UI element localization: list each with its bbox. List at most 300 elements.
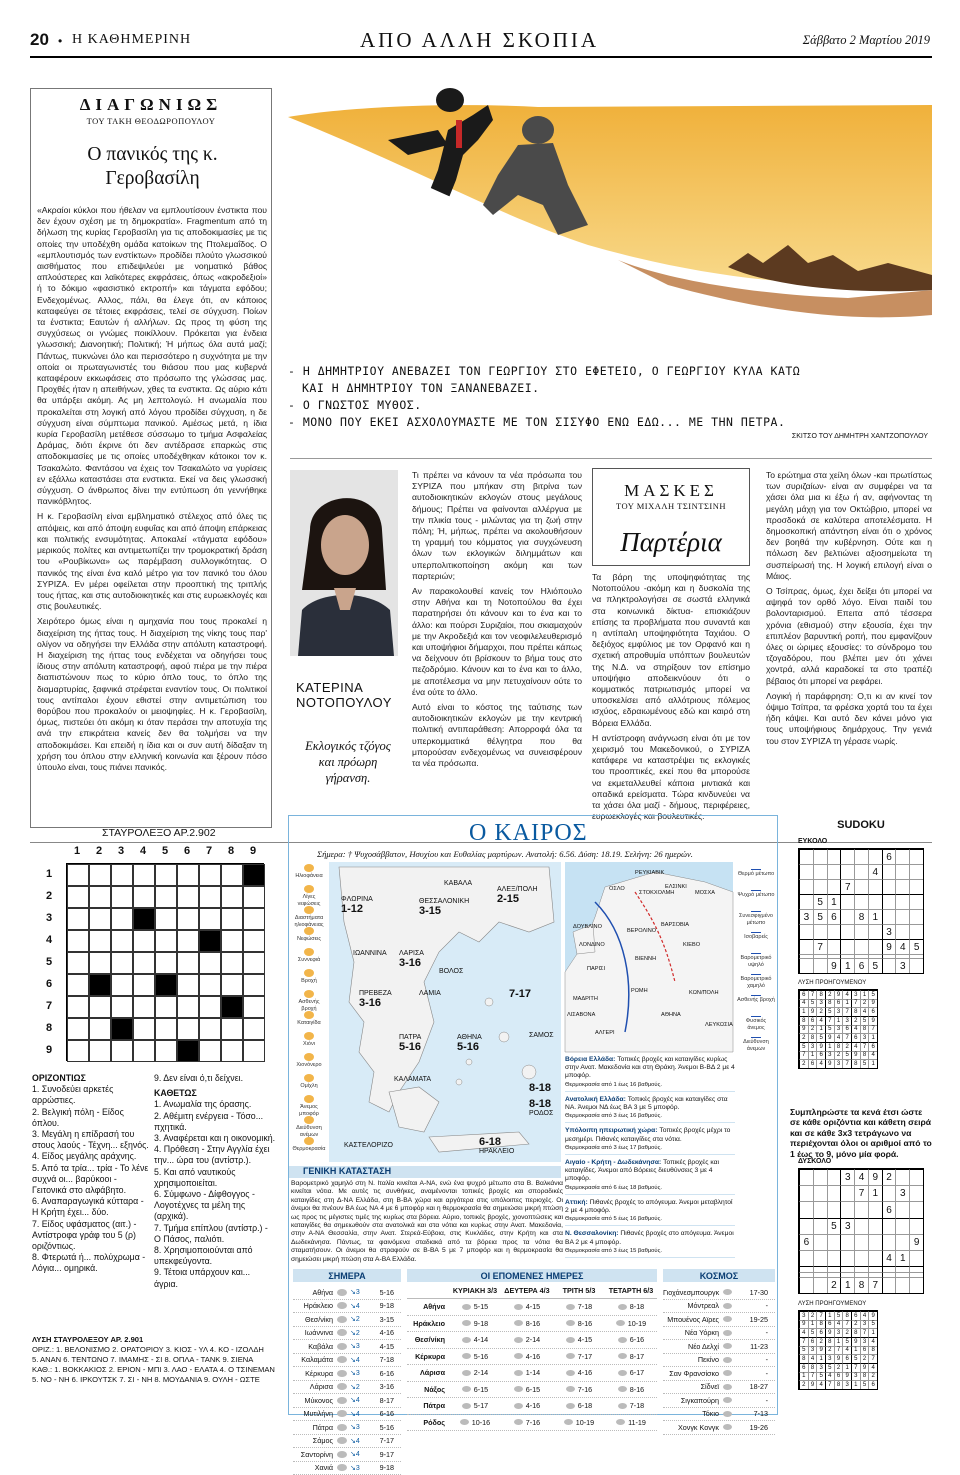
sudoku-cell[interactable]	[868, 894, 882, 909]
sudoku-cell[interactable]	[827, 1201, 841, 1217]
crossword-cell[interactable]	[89, 1040, 111, 1062]
sudoku-cell: 7	[868, 1025, 877, 1034]
hard-label: ΔΥΣΚΟΛΟ	[798, 1158, 831, 1165]
legend-item	[737, 990, 775, 1011]
temperature: 4-15	[578, 1335, 592, 1344]
map-symbol-icon	[751, 864, 761, 870]
crossword-cell[interactable]	[177, 930, 199, 952]
sudoku-cell: 5	[825, 1363, 834, 1372]
sudoku-cell: 4	[816, 1059, 825, 1068]
sudoku-cell: 5	[808, 1328, 817, 1337]
temperature: 4-16	[526, 1352, 540, 1361]
crossword-cell[interactable]	[243, 1018, 265, 1040]
crossword-cell[interactable]	[177, 864, 199, 886]
crossword-row-numbers	[46, 863, 64, 1061]
crossword-cell[interactable]	[243, 1040, 265, 1062]
crossword-cell[interactable]	[177, 908, 199, 930]
sudoku-cell[interactable]	[799, 1169, 813, 1185]
sudoku-cell[interactable]	[909, 1277, 923, 1293]
sudoku-cell[interactable]	[909, 1218, 923, 1234]
sudoku-cell: 3	[834, 1025, 843, 1034]
city-name: Σιγκαπούρη	[663, 1396, 723, 1405]
sudoku-cell[interactable]	[813, 1250, 827, 1266]
crossword-grid[interactable]	[66, 863, 264, 1061]
paragraph: Η κ. Γεροβασίλη είναι εμβληματικό στέλεχος από όλες τις απόψεις, και από άποψη ευφυΐας και από άποψη επάρκειας και πολιτικής ενσυμότητας. Αποκαλεί «τάγματα εφόδου» μερικούς πολίτες και αντιμετωπίζει την τρομοκρατική δράση του «Ρουβίκωνα» ως παρέμβαση συλλογικότητας. Ο πανικός της είναι ένα καλό μέτρο για τον πανικό του όλου ΣΥΡΙΖΑ. Εν μέρει οφείλεται στην προοπτική της τριπλής τους ήττας, και στις αυτοδιοικητικές και στις ευρωεκλογές και στις βουλευτικές.	[37, 511, 267, 612]
sudoku-cell[interactable]	[799, 1277, 813, 1293]
sudoku-cell: 5	[860, 1059, 869, 1068]
day-forecast	[501, 1385, 553, 1394]
sudoku-cell: 8	[860, 1372, 869, 1381]
sudoku-cell[interactable]	[895, 1277, 909, 1293]
map-symbol-icon	[751, 927, 761, 933]
sudoku-cell: 3	[816, 1363, 825, 1372]
sudoku-cell[interactable]	[895, 1218, 909, 1234]
weather-icon	[566, 1320, 575, 1326]
sudoku-cell[interactable]	[909, 894, 923, 909]
page-number: 20	[30, 30, 49, 50]
sudoku-cell[interactable]	[854, 864, 868, 879]
today-table	[293, 1286, 401, 1475]
sudoku-cell[interactable]	[868, 939, 882, 954]
sudoku-cell[interactable]	[895, 1201, 909, 1217]
city-name: Λάρισα	[407, 1368, 449, 1377]
crossword-cell[interactable]	[111, 1040, 133, 1062]
weather-icon	[566, 1403, 575, 1409]
sudoku-cell[interactable]	[882, 1277, 896, 1293]
legend-label: Άνεμος μποφόρ	[291, 1104, 327, 1117]
crossword-cell[interactable]	[221, 1040, 243, 1062]
sudoku-easy-grid[interactable]	[798, 848, 924, 974]
temperature: 7-13	[738, 1409, 768, 1418]
region-text: Τοπικές βροχές και καταιγίδες κυρίως στην Ανατ. Μακεδονία και στη Θράκη. Άνεμοι Β-ΒΔ 2 με 4 μποφόρ.	[565, 1056, 735, 1079]
map-labels	[339, 872, 559, 1162]
region-name: Βόρεια Ελλάδα:	[565, 1056, 617, 1063]
crossword-cell[interactable]	[67, 864, 89, 886]
crossword-cell[interactable]	[221, 952, 243, 974]
europe-city-label: ΕΛΣΙΝΚΙ	[665, 884, 687, 890]
sudoku-cell[interactable]	[813, 1201, 827, 1217]
crossword-cell[interactable]	[221, 864, 243, 886]
crossword-cell[interactable]	[221, 930, 243, 952]
sudoku-cell[interactable]	[813, 864, 827, 879]
crossword-cell[interactable]	[133, 864, 155, 886]
crossword-cell[interactable]	[111, 996, 133, 1018]
sudoku-cell[interactable]	[854, 849, 868, 864]
day-forecast	[449, 1352, 501, 1361]
region-text: Τοπικές βροχές και καταιγίδες στα ΝΑ. Άνεμοι ΝΔ έως ΒΑ 3 με 5 μποφόρ.	[565, 1096, 728, 1111]
crossword-cell[interactable]	[243, 974, 265, 996]
region-forecast	[565, 1056, 735, 1092]
crossword-cell[interactable]	[89, 952, 111, 974]
author-name: ΚΑΤΕΡΙΝΑ ΝΟΤΟΠΟΥΛΟΥ	[296, 680, 396, 710]
sudoku-cell: 3	[895, 958, 909, 973]
crossword-cell[interactable]	[67, 886, 89, 908]
sudoku-cell[interactable]	[882, 909, 896, 924]
city-name: Θεσ/νίκη	[407, 1335, 449, 1344]
crossword-cell[interactable]	[199, 886, 221, 908]
sudoku-cell[interactable]	[895, 909, 909, 924]
column3-body-b	[766, 470, 932, 830]
legend-label: Συνεσφιγμένο μέτωπο	[737, 913, 775, 926]
sudoku-cell[interactable]	[840, 1185, 854, 1201]
city-name: Αθήνα	[407, 1302, 449, 1311]
sudoku-cell[interactable]	[882, 1218, 896, 1234]
crossword-cell[interactable]	[155, 908, 177, 930]
crossword-cell[interactable]	[67, 1040, 89, 1062]
sudoku-cell: 6	[816, 1328, 825, 1337]
sudoku-cell[interactable]	[909, 909, 923, 924]
crossword-cell[interactable]	[243, 886, 265, 908]
crossword-cell[interactable]	[111, 908, 133, 930]
sudoku-cell[interactable]	[882, 1234, 896, 1250]
sudoku-cell[interactable]	[909, 864, 923, 879]
clue: 1. Ανωμαλία της όρασης.	[154, 1099, 276, 1110]
region-name: Αιγαίο - Κρήτη - Δωδεκάνησα:	[565, 1159, 663, 1166]
sudoku-cell[interactable]	[799, 1250, 813, 1266]
region-temp: Θερμοκρασία από 3 έως 17 βαθμούς.	[565, 1144, 735, 1152]
sudoku-cell[interactable]	[827, 1169, 841, 1185]
sudoku-cell[interactable]	[868, 1250, 882, 1266]
sudoku-cell[interactable]	[840, 1234, 854, 1250]
sudoku-cell[interactable]	[882, 879, 896, 894]
sudoku-cell[interactable]	[840, 909, 854, 924]
legend-label: Διεύθυνση ανέμων	[291, 1125, 327, 1138]
crossword-cell[interactable]	[111, 930, 133, 952]
sudoku-cell: 4	[816, 1380, 825, 1389]
temperature: 4-15	[364, 1342, 394, 1351]
sudoku-cell[interactable]	[827, 939, 841, 954]
weather-icon	[462, 1304, 471, 1310]
sudoku-cell: 4	[851, 1025, 860, 1034]
crossword-cell[interactable]	[155, 1040, 177, 1062]
sudoku-cell: 6	[851, 1033, 860, 1042]
row-number: 8	[46, 1017, 64, 1039]
sudoku-cell[interactable]	[909, 849, 923, 864]
crossword-cell[interactable]	[199, 952, 221, 974]
sudoku-cell[interactable]	[909, 879, 923, 894]
crossword-cell[interactable]	[199, 974, 221, 996]
crossword-cell[interactable]	[111, 974, 133, 996]
sudoku-cell: 5	[909, 939, 923, 954]
sudoku-cell[interactable]	[827, 924, 841, 939]
sudoku-cell: 7	[842, 1033, 851, 1042]
temperature: 10-19	[576, 1418, 594, 1427]
sudoku-cell[interactable]	[827, 879, 841, 894]
day-forecast	[449, 1335, 501, 1344]
city-label-lamia: ΛΑΜΙΑ	[419, 990, 441, 997]
sudoku-cell[interactable]	[895, 1169, 909, 1185]
sudoku-cell: 2	[808, 1025, 817, 1034]
sudoku-cell: 7	[842, 1320, 851, 1329]
sudoku-cell[interactable]	[827, 1185, 841, 1201]
today-row	[293, 1448, 401, 1462]
sudoku-cell[interactable]	[813, 924, 827, 939]
crossword-cell[interactable]	[89, 1018, 111, 1040]
sudoku-cell: 9	[868, 1311, 877, 1320]
crossword-cell[interactable]	[155, 996, 177, 1018]
sudoku-cell[interactable]	[868, 849, 882, 864]
crossword-cell[interactable]	[111, 864, 133, 886]
crossword-cell[interactable]	[67, 908, 89, 930]
sudoku-cell[interactable]	[895, 879, 909, 894]
crossword-cell[interactable]	[67, 1018, 89, 1040]
legend-item	[737, 1011, 775, 1032]
sudoku-cell[interactable]	[840, 939, 854, 954]
caption-line: ΚΑΙ Η ΔΗΜΗΤΡΙΟΥ ΤΟΝ ΞΑΝΑΝΕΒΑΖΕΙ.	[288, 380, 928, 397]
sudoku-cell: 8	[860, 1025, 869, 1034]
weather-icon	[566, 1370, 575, 1376]
legend-item	[291, 948, 327, 969]
crossword-cell[interactable]	[177, 952, 199, 974]
sudoku-cell[interactable]	[840, 924, 854, 939]
crossword-cell[interactable]	[89, 996, 111, 1018]
sudoku-cell[interactable]	[854, 939, 868, 954]
today-row	[293, 1286, 401, 1300]
crossword-black-cell	[243, 864, 265, 886]
crossword-cell[interactable]	[243, 930, 265, 952]
sudoku-cell[interactable]	[854, 879, 868, 894]
sudoku-cell[interactable]	[868, 924, 882, 939]
crossword-cell[interactable]	[133, 996, 155, 1018]
crossword-cell[interactable]	[89, 886, 111, 908]
crossword-cell[interactable]	[221, 1018, 243, 1040]
sudoku-cell: 2	[799, 1380, 808, 1389]
sudoku-cell[interactable]	[854, 1234, 868, 1250]
greece-map	[329, 862, 561, 1162]
crossword-cell[interactable]	[67, 974, 89, 996]
crossword-cell[interactable]	[67, 952, 89, 974]
sudoku-cell[interactable]	[813, 1169, 827, 1185]
sudoku-cell[interactable]	[895, 1234, 909, 1250]
sudoku-cell[interactable]	[895, 894, 909, 909]
crossword-cell[interactable]	[155, 886, 177, 908]
legend-item	[291, 864, 327, 885]
crossword-cell[interactable]	[133, 952, 155, 974]
crossword-cell[interactable]	[133, 974, 155, 996]
crossword-cell[interactable]	[155, 930, 177, 952]
bullet-icon: •	[58, 34, 62, 48]
city-name: Γιοχάνεσμπουργκ	[663, 1288, 723, 1297]
weather-symbol-icon	[304, 948, 314, 956]
sudoku-cell[interactable]	[799, 894, 813, 909]
city-name: Πάτρα	[293, 1423, 337, 1432]
sudoku-cell[interactable]	[854, 1250, 868, 1266]
crossword-cell[interactable]	[133, 886, 155, 908]
sudoku-cell: 4	[834, 1033, 843, 1042]
sudoku-cell[interactable]	[799, 1185, 813, 1201]
crossword-cell[interactable]	[133, 930, 155, 952]
temperature: 17-30	[738, 1288, 768, 1297]
weather-icon	[616, 1320, 625, 1326]
crossword-cell[interactable]	[155, 952, 177, 974]
weather-icon	[337, 1343, 347, 1350]
caption-line: - ΜΟΝΟ ΠΟΥ ΕΚΕΙ ΑΣΧΟΛΟΥΜΑΣΤΕ ΜΕ ΤΟΝ ΣΙΣΥΦΟ ΕΝΩ ΕΔΩ... ΜΕ ΤΗΝ ΠΕΤΡΑ.	[288, 414, 928, 431]
sudoku-cell[interactable]	[909, 958, 923, 973]
crossword-cell[interactable]	[243, 952, 265, 974]
crossword-cell[interactable]	[221, 974, 243, 996]
crossword-cell[interactable]	[111, 886, 133, 908]
sudoku-cell[interactable]	[813, 1234, 827, 1250]
crossword-cell[interactable]	[155, 1018, 177, 1040]
sudoku-cell[interactable]	[895, 849, 909, 864]
sudoku-cell[interactable]	[799, 939, 813, 954]
sudoku-cell[interactable]	[854, 894, 868, 909]
region-text: Πιθανές βροχές το απόγευμα. Άνεμοι μεταβλητοί 2 με 4 μποφόρ.	[565, 1199, 733, 1214]
crossword-cell[interactable]	[199, 1040, 221, 1062]
sudoku-cell[interactable]	[799, 1218, 813, 1234]
crossword-black-cell	[177, 1040, 199, 1062]
crossword-cell[interactable]	[89, 908, 111, 930]
sudoku-cell: 8	[851, 1328, 860, 1337]
sudoku-cell[interactable]	[895, 924, 909, 939]
region-forecast	[565, 1159, 735, 1195]
crossword-cell[interactable]	[243, 996, 265, 1018]
crossword-cell[interactable]	[155, 864, 177, 886]
sudoku-cell: 3	[851, 1372, 860, 1381]
sudoku-cell: 3	[825, 1354, 834, 1363]
sudoku-cell: 8	[868, 1346, 877, 1355]
sudoku-prev-hard-grid	[798, 1310, 878, 1390]
sudoku-cell[interactable]	[813, 849, 827, 864]
sudoku-cell: 4	[868, 1337, 877, 1346]
sudoku-cell[interactable]	[840, 894, 854, 909]
crossword-cell[interactable]	[199, 1018, 221, 1040]
weather-icon	[514, 1386, 523, 1392]
crossword-cell[interactable]	[177, 996, 199, 1018]
crossword-cell[interactable]	[221, 886, 243, 908]
sudoku-cell[interactable]	[882, 1185, 896, 1201]
sudoku-cell[interactable]	[868, 879, 882, 894]
temperature: -	[738, 1328, 768, 1337]
crossword-cell[interactable]	[177, 974, 199, 996]
sudoku-cell[interactable]	[909, 924, 923, 939]
column2-body	[412, 470, 582, 830]
sudoku-cell: 3	[842, 1016, 851, 1025]
sudoku-cell[interactable]	[909, 1185, 923, 1201]
sudoku-cell[interactable]	[854, 924, 868, 939]
sudoku-cell[interactable]	[854, 1201, 868, 1217]
crossword-cell[interactable]	[177, 1018, 199, 1040]
crossword-cell[interactable]	[89, 864, 111, 886]
sudoku-cell[interactable]	[799, 924, 813, 939]
legend-label: Ψυχρό μέτωπο	[737, 892, 775, 899]
temperature: 6-17	[630, 1368, 644, 1377]
sudoku-cell[interactable]	[882, 864, 896, 879]
sudoku-cell: 8	[851, 1007, 860, 1016]
sudoku-cell[interactable]	[854, 1218, 868, 1234]
crossword-cell[interactable]	[67, 930, 89, 952]
sudoku-cell[interactable]	[813, 958, 827, 973]
sudoku-cell: 9	[816, 1346, 825, 1355]
sudoku-cell[interactable]	[813, 879, 827, 894]
sudoku-cell[interactable]	[799, 1201, 813, 1217]
sudoku-cell[interactable]	[882, 894, 896, 909]
sudoku-cell[interactable]	[827, 1250, 841, 1266]
legend-item	[291, 1116, 327, 1137]
column-byline: ΤΟΥ ΤΑΚΗ ΘΕΟΔΩΡΟΠΟΥΛΟΥ	[31, 116, 271, 126]
sudoku-cell[interactable]	[827, 1234, 841, 1250]
sudoku-cell[interactable]	[813, 1185, 827, 1201]
sudoku-cell[interactable]	[799, 879, 813, 894]
sudoku-cell[interactable]	[827, 849, 841, 864]
sudoku-cell[interactable]	[868, 1218, 882, 1234]
temperature: 7-18	[364, 1355, 394, 1364]
temperature: 8-16	[526, 1319, 540, 1328]
sudoku-cell: 7	[808, 1372, 817, 1381]
crossword-cell[interactable]	[67, 996, 89, 1018]
sudoku-cell[interactable]	[840, 1250, 854, 1266]
sudoku-cell: 9	[834, 1354, 843, 1363]
city-name: Μυτιλήνη	[293, 1409, 337, 1418]
crossword-cell[interactable]	[199, 996, 221, 1018]
sudoku-cell[interactable]	[840, 864, 854, 879]
sudoku-cell[interactable]	[882, 958, 896, 973]
temperature: 10-16	[472, 1418, 490, 1427]
sudoku-cell[interactable]	[813, 1277, 827, 1293]
clue: 7. Τμήμα επίπλου (αντίστρ.) - Ο Πάσος, παλιότι.	[154, 1223, 276, 1245]
world-row	[663, 1286, 775, 1300]
sudoku-cell[interactable]	[868, 1234, 882, 1250]
weather-icon	[337, 1302, 347, 1309]
weather-icon	[337, 1370, 347, 1377]
sudoku-cell: 7	[834, 1346, 843, 1355]
weather-icon	[460, 1419, 469, 1425]
sudoku-cell[interactable]	[909, 1201, 923, 1217]
sudoku-cell[interactable]	[799, 864, 813, 879]
crossword-cell[interactable]	[177, 886, 199, 908]
weather-section	[288, 815, 778, 1415]
sudoku-cell[interactable]	[799, 849, 813, 864]
sudoku-cell: 5	[868, 958, 882, 973]
sudoku-cell[interactable]	[895, 864, 909, 879]
sudoku-cell[interactable]	[840, 849, 854, 864]
day-label: ΤΕΤΑΡΤΗ 6/3	[605, 1286, 657, 1298]
sudoku-cell[interactable]	[813, 1218, 827, 1234]
sudoku-cell: 4	[854, 1169, 868, 1185]
sudoku-cell[interactable]	[868, 1201, 882, 1217]
sudoku-cell[interactable]	[909, 1169, 923, 1185]
crossword-cell[interactable]	[133, 1040, 155, 1062]
sudoku-cell[interactable]	[840, 1201, 854, 1217]
sudoku-cell: 2	[860, 999, 869, 1008]
city-label-kalamata: ΚΑΛΑΜΑΤΑ	[394, 1076, 431, 1083]
sudoku-cell: 5	[842, 1051, 851, 1060]
sudoku-cell[interactable]	[909, 1250, 923, 1266]
map-symbol-icon	[751, 948, 761, 954]
legend-label: Θερμοκρασία	[291, 1146, 327, 1153]
crossword-cell[interactable]	[89, 930, 111, 952]
temperature: 8-17	[364, 1396, 394, 1405]
crossword-cell[interactable]	[243, 908, 265, 930]
sudoku-cell[interactable]	[827, 864, 841, 879]
europe-city-label: ΟΣΛΟ	[609, 886, 625, 892]
weather-icon	[566, 1337, 575, 1343]
sudoku-cell: 6	[808, 1059, 817, 1068]
sudoku-hard-grid[interactable]	[798, 1168, 924, 1294]
weather-icon	[337, 1289, 347, 1296]
sudoku-cell: 7	[799, 1051, 808, 1060]
sudoku-cell: 7	[808, 990, 817, 999]
general-title: ΓΕΝΙΚΗ ΚΑΤΑΣΤΑΣΗ	[289, 1166, 561, 1178]
crossword-cell[interactable]	[199, 864, 221, 886]
crossword-cell[interactable]	[199, 908, 221, 930]
crossword-cell[interactable]	[111, 952, 133, 974]
crossword-cell[interactable]	[221, 908, 243, 930]
paper-name: Η ΚΑΘΗΜΕΡΙΝΗ	[72, 32, 191, 48]
crossword-cell[interactable]	[133, 1018, 155, 1040]
sudoku-cell[interactable]	[799, 958, 813, 973]
day-forecast	[501, 1352, 553, 1361]
